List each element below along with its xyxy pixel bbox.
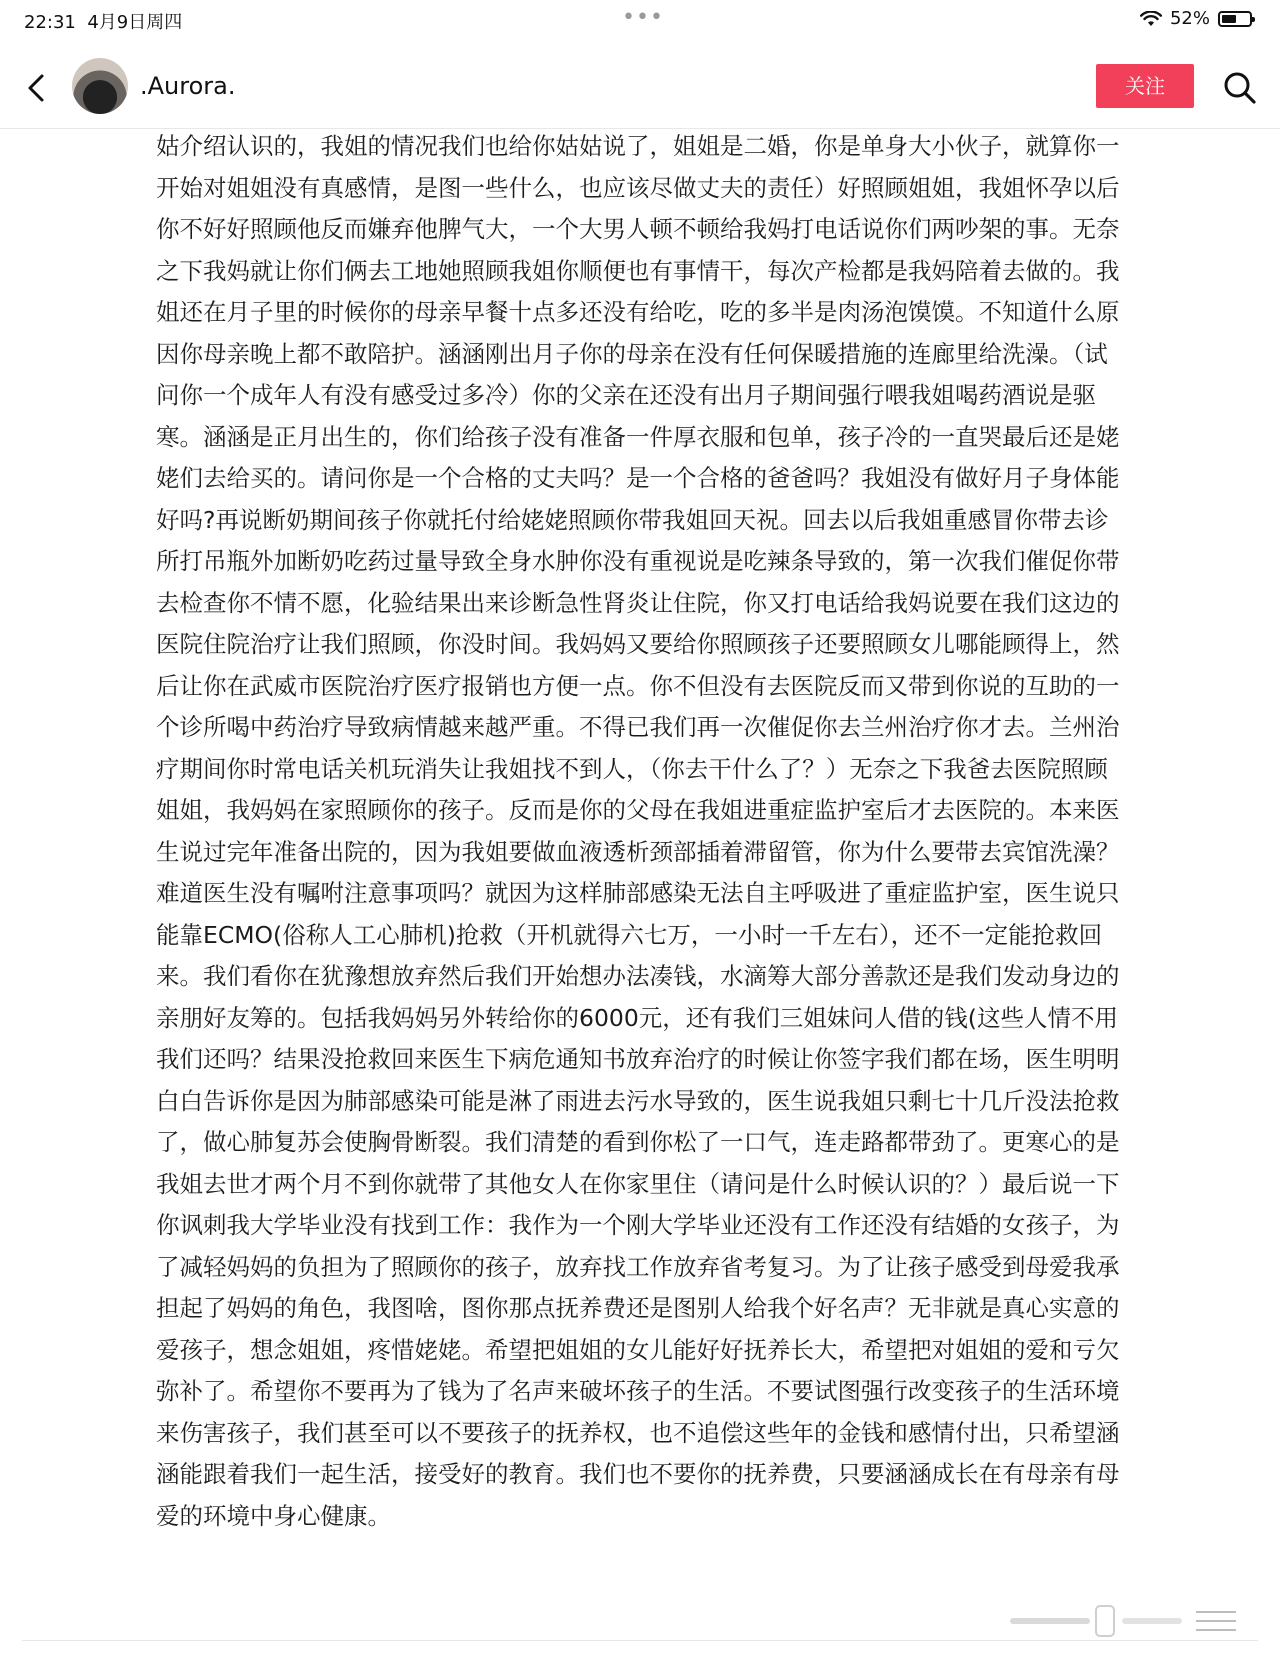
search-icon[interactable]: [1220, 68, 1260, 108]
battery-percent: 52%: [1169, 8, 1210, 29]
username[interactable]: .Aurora.: [140, 72, 236, 100]
status-bar: [0, 0, 1280, 40]
status-date: 4月9日周四: [87, 12, 183, 33]
avatar[interactable]: [72, 58, 128, 114]
profile-header: [0, 48, 1280, 129]
wifi-icon: [1140, 11, 1162, 27]
battery-icon: [1218, 11, 1252, 27]
status-right: [1140, 8, 1252, 29]
watermark-icon: [1010, 1604, 1250, 1638]
ellipsis-icon[interactable]: •••: [622, 5, 664, 30]
follow-button[interactable]: 关注: [1096, 64, 1194, 108]
article-text: 姑介绍认识的，我姐的情况我们也给你姑姑说了，姐姐是二婚，你是单身大小伙子，就算你一开始对姐姐没有真感情，是图一些什么，也应该尽做丈夫的责任）好照顾姐姐，我姐怀孕以后你不好好照顾他反而嫌弃他脾气大，一个大男人顿不顿给我妈打电话说你们两吵架的事。无奈之下我妈就让你们俩去工地她照顾我姐你顺便也有事情干，每次产检都是我妈陪着去做的。我姐还在月子里的时候你的母亲早餐十点多还没有给吃，吃的多半是肉汤泡馍馍。不知道什么原因你母亲晚上都不敢陪护。涵涵刚出月子你的母亲在没有任何保暖措施的连廊里给洗澡。（试问你一个成年人有没有感受过多冷）你的父亲在还没有出月子期间强行喂我姐喝药酒说是驱寒。涵涵是正月出生的，你们给孩子没有准备一件厚衣服和包单，孩子冷的一直哭最后还是姥姥们去给买的。请问你是一个合格的丈夫吗？是一个合格的爸爸吗？我姐没有做好月子身体能好吗?再说断奶期间孩子你就托付给姥姥照顾你带我姐回天祝。回去以后我姐重感冒你带去诊所打吊瓶外加断奶吃药过量导致全身水肿你没有重视说是吃辣条导致的，第一次我们催促你带去检查你不情不愿，化验结果出来诊断急性肾炎让住院，你又打电话给我妈说要在我们这边的医院住院治疗让我们照顾，你没时间。我妈妈又要给你照顾孩子还要照顾女儿哪能顾得上，然后让你在武威市医院治疗医疗报销也方便一点。你不但没有去医院反而又带到你说的互助的一个诊所喝中药治疗导致病情越来越严重。不得已我们再一次催促你去兰州治疗你才去。兰州治疗期间你时常电话关机玩消失让我姐找不到人，（你去干什么了？）无奈之下我爸去医院照顾姐姐，我妈妈在家照顾你的孩子。反而是你的父母在我姐进重症监护室后才去医院的。本来医生说过完年准备出院的，因为我姐要做血液透析颈部插着滞留管，你为什么要带去宾馆洗澡？难道医生没有嘱咐注意事项吗？就因为这样肺部感染无法自主呼吸进了重症监护室，医生说只能靠ECMO(俗称人工心肺机)抢救（开机就得六七万，一小时一千左右），还不一定能抢救回来。我们看你在犹豫想放弃然后我们开始想办法凑钱，水滴筹大部分善款还是我们发动身边的亲朋好友筹的。包括我妈妈另外转给你的6000元，还有我们三姐妹问人借的钱(这些人情不用我们还吗？结果没抢救回来医生下病危通知书放弃治疗的时候让你签字我们都在场，医生明明白白告诉你是因为肺部感染可能是淋了雨进去污水导致的，医生说我姐只剩七十几斤没法抢救了，做心肺复苏会使胸骨断裂。我们清楚的看到你松了一口气，连走路都带劲了。更寒心的是我姐去世才两个月不到你就带了其他女人在你家里住（请问是什么时候认识的？）最后说一下你讽刺我大学毕业没有找到工作：我作为一个刚大学毕业还没有工作还没有结婚的女孩子，为了减轻妈妈的负担为了照顾你的孩子，放弃找工作放弃省考复习。为了让孩子感受到母爱我承担起了妈妈的角色，我图啥，图你那点抚养费还是图别人给我个好名声？无非就是真心实意的爱孩子，想念姐姐，疼惜姥姥。希望把姐姐的女儿能好好抚养长大，希望把对姐姐的爱和亏欠弥补了。希望你不要再为了钱为了名声来破坏孩子的生活。不要试图强行改变孩子的生活环境来伤害孩子，我们甚至可以不要孩子的抚养权，也不追偿这些年的金钱和感情付出，只希望涵涵能跟着我们一起生活，接受好的教育。我们也不要你的抚养费，只要涵涵成长在有母亲有母爱的环境中身心健康。: [156, 132, 1120, 1530]
status-time: 22:31 4月9日周四: [24, 12, 183, 33]
bottom-divider: [22, 1640, 1258, 1641]
chevron-left-icon[interactable]: [22, 68, 52, 108]
article-body: [156, 126, 1126, 1537]
